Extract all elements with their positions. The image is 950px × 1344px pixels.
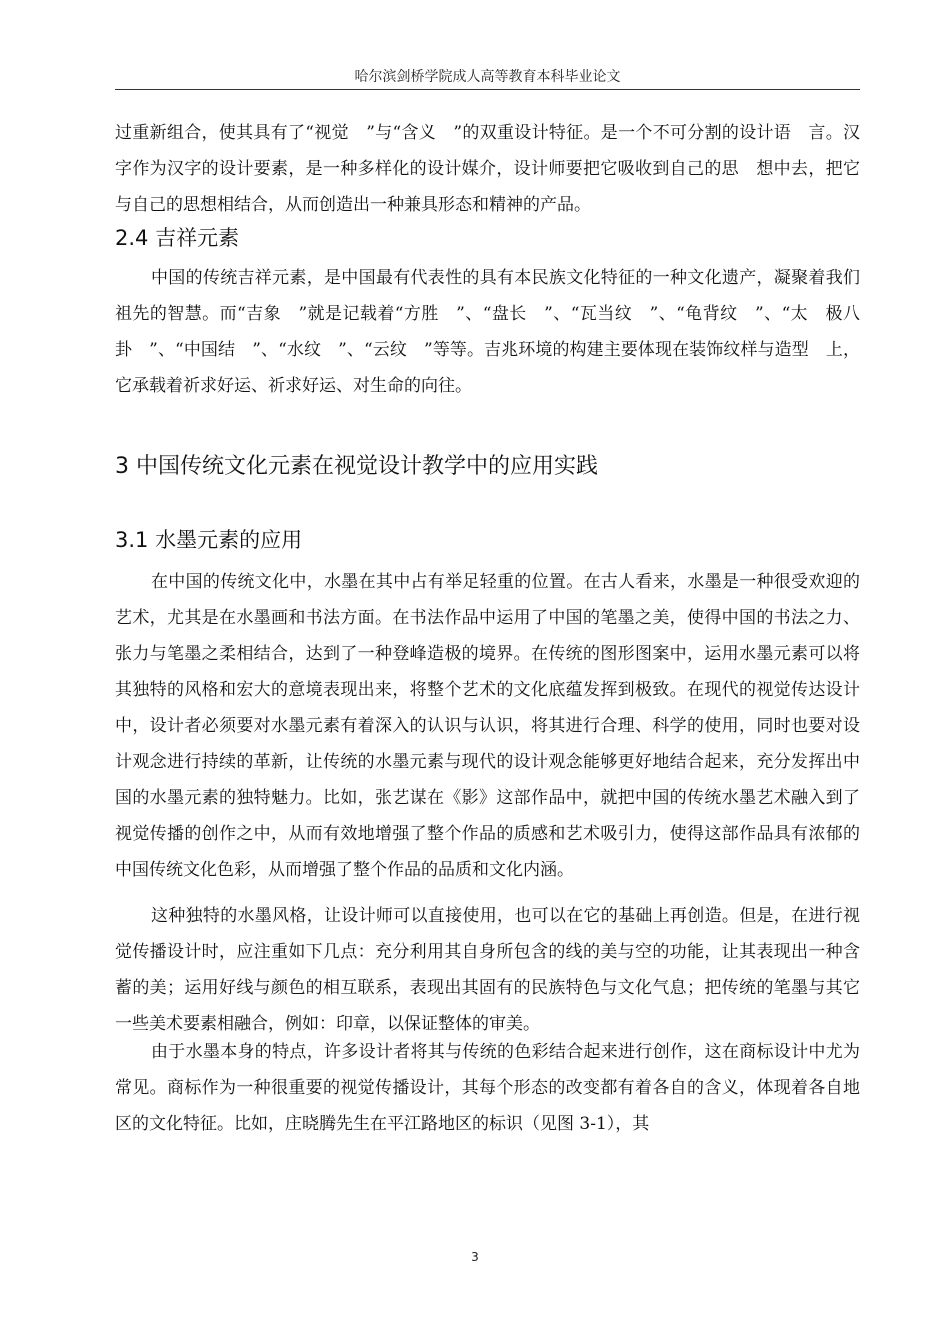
chapter-heading-3: 3 中国传统文化元素在视觉设计教学中的应用实践 — [115, 454, 598, 479]
section-heading-3-1: 3.1 水墨元素的应用 — [115, 528, 303, 552]
section-heading-2-4: 2.4 吉祥元素 — [115, 226, 240, 250]
page-number: 3 — [471, 1250, 479, 1264]
paragraph-continuation: 过重新组合，使其具有了“视觉 ”与“含义 ”的双重设计特征。是一个不可分割的设计语 言。汉字作为汉字的设计要素，是一种多样化的设计媒介，设计师要把它吸收到自己的思 想中去，把它与自己的思想相结合，从而创造出一种兼具形态和精神的产品。 — [115, 123, 860, 215]
paragraph-3-1-b: 这种独特的水墨风格，让设计师可以直接使用，也可以在它的基础上再创造。但是，在进行视觉传播设计时，应注重如下几点：充分利用其自身所包含的线的美与空的功能，让其表现出一种含蓄的美；运用好线与颜色的相互联系，表现出其固有的民族特色与文化气息；把传统的笔墨与其它一些美术要素相融合，例如：印章，以保证整体的审美。 — [115, 906, 860, 1034]
paragraph-3-1-a: 在中国的传统文化中，水墨在其中占有举足轻重的位置。在古人看来，水墨是一种很受欢迎的艺术，尤其是在水墨画和书法方面。在书法作品中运用了中国的笔墨之美，使得中国的书法之力、张力与笔墨之柔相结合，达到了一种登峰造极的境界。在传统的图形图案中，运用水墨元素可以将其独特的风格和宏大的意境表现出来，将整个艺术的文化底蕴发挥到极致。在现代的视觉传达设计中，设计者必须要对水墨元素有着深入的认识与认识，将其进行合理、科学的使用，同时也要对设计观念进行持续的革新，让传统的水墨元素与现代的设计观念能够更好地结合起来，充分发挥出中国的水墨元素的独特魅力。比如，张艺谋在《影》这部作品中，就把中国的传统水墨艺术融入到了视觉传播的创作之中，从而有效地增强了整个作品的质感和艺术吸引力，使得这部作品具有浓郁的中国传统文化色彩，从而增强了整个作品的品质和文化内涵。 — [115, 572, 860, 880]
page-header-title: 哈尔滨剑桥学院成人高等教育本科毕业论文 — [354, 69, 621, 85]
paragraph-2-4: 中国的传统吉祥元素，是中国最有代表性的具有本民族文化特征的一种文化遗产，凝聚着我们祖先的智慧。而“吉象 ”就是记载着“方胜 ”、“盘长 ”、“瓦当纹 ”、“龟背纹 ”、“太 极八卦 ”、“中国结 ”、“水纹 ”、“云纹 ”等等。吉兆环境的构建主要体现在装饰纹样与造型 上，它承载着祈求好运、祈求好运、对生命的向往。 — [115, 268, 860, 396]
paragraph-3-1-c: 由于水墨本身的特点，许多设计者将其与传统的色彩结合起来进行创作，这在商标设计中尤为常见。商标作为一种很重要的视觉传播设计，其每个形态的改变都有着各自的含义，体现着各自地区的文化特征。比如，庄晓腾先生在平江路地区的标识（见图 3-1），其 — [115, 1042, 860, 1134]
header-divider — [115, 89, 860, 90]
